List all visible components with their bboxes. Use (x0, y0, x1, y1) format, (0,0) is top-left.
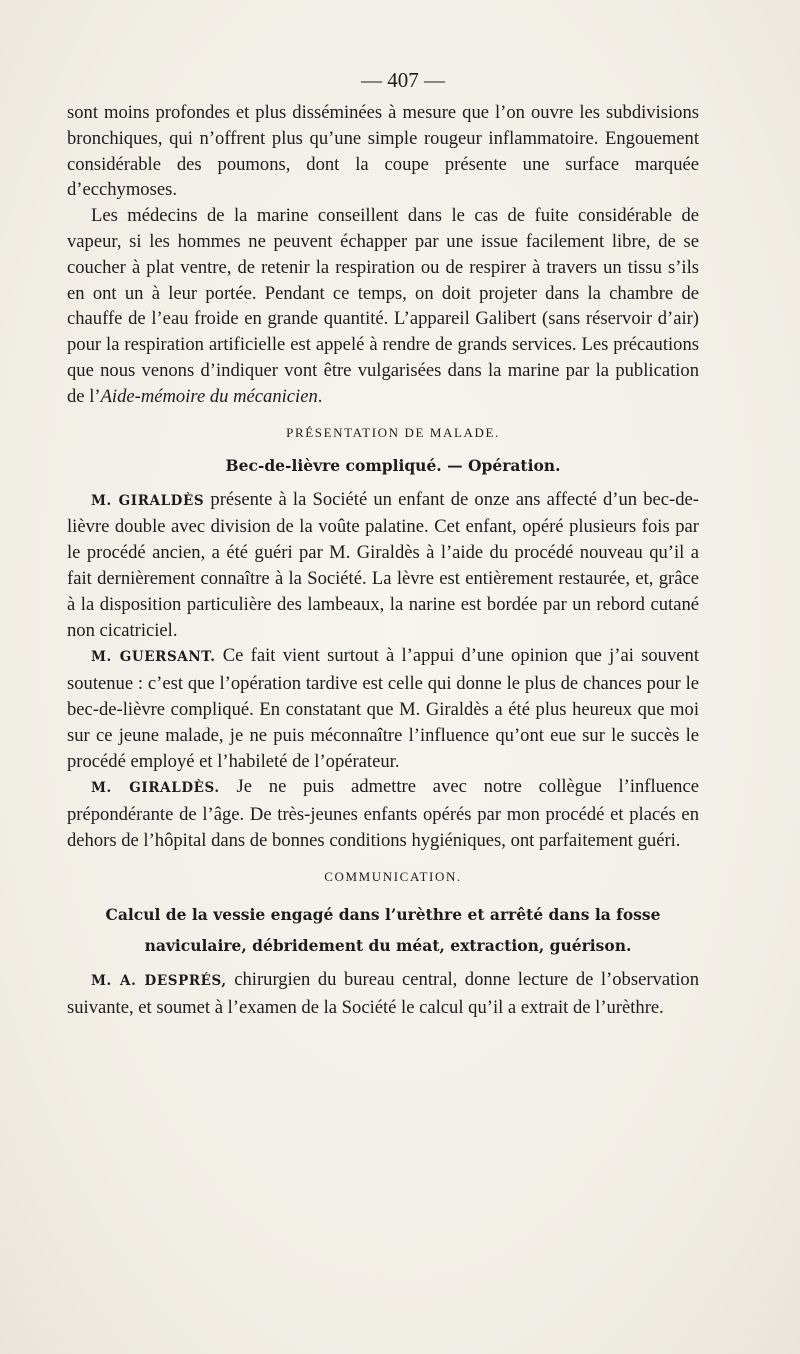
paragraph-text: Ce fait vient surtout à l’appui d’une opinion que j’ai souvent soutenue : c’est que l’opération tardive est celle qui donne le plus de chances pour le bec-de-lièvre compliqué. En constatant que M. Giraldès a été plus heureux que moi sur ce jeune malade, je ne puis méconnaître l’influence qu’ont eue sur le succès le procédé employé et l’habileté de l’opérateur. (67, 645, 699, 772)
paragraph-marine-text: Les médecins de la marine conseillent dans le cas de fuite considérable de vapeur, si les hommes ne peuvent échapper par une issue facilement libre, de se coucher à plat ventre, de retenir la respiration ou de respirer à travers un tissu s’ils en ont un à leur portée. Pendant ce temps, on doit projeter dans la chambre de chauffe de l’eau froide en grande quantité. L’appareil Galibert (sans réservoir d’air) pour la respiration artificielle est appelé à rendre de grands services. Les précautions que nous venons d’indiquer vont être vulgarisées dans la marine par la publication de l’ (67, 205, 699, 407)
speaker-name: M. A. DESPRÉS, (91, 972, 227, 989)
section-heading-communication: COMMUNICATION. (324, 868, 462, 884)
section-heading-presentation: PRÉSENTATION DE MALADE. (286, 424, 500, 440)
page-content (67, 66, 699, 1020)
section-subheading-bec-de-lievre: Bec-de-lièvre compliqué. — Opération. (225, 455, 561, 475)
speaker-name: M. GUERSANT. (91, 649, 216, 666)
paragraph-despres (67, 967, 699, 1021)
section-subheading-calcul (67, 899, 699, 961)
paragraph-marine-advice (67, 203, 699, 409)
paragraph-text: Je ne puis admettre avec notre collègue l’influence prépondérante de l’âge. De très-jeunes enfants opérés par mon procédé et placés en dehors de l’hôpital dans de bonnes conditions hygiéniques, ont parfaitement guéri. (67, 776, 699, 851)
speaker-name: M. GIRALDÈS. (91, 780, 220, 797)
paragraph-text: présente à la Société un enfant de onze ans affecté d’un bec-de-lièvre double avec division de la voûte palatine. Cet enfant, opéré plusieurs fois par le procédé ancien, a été guéri par M. Giraldès à l’aide du procédé nouveau qu’il a fait dernièrement connaître à la Société. La lèvre est entièrement restaurée, et, grâce à la disposition particulière des lambeaux, la narine est bordée par un rebord cutané non cicatriciel. (67, 488, 699, 641)
page-number: — 407 — (361, 68, 445, 92)
paragraph-guersant (67, 643, 699, 774)
speaker-name: M. GIRALDÈS (91, 492, 205, 509)
paragraph-text: chirurgien du bureau central, donne lecture de l’observation suivante, et soumet à l’examen de la Société le calcul qu’il a extrait de l’urèthre. (67, 968, 699, 1018)
paragraph-continued: sont moins profondes et plus disséminées à mesure que l’on ouvre les subdivisions bronchiques, qui n’offrent plus qu’une simple rougeur inflammatoire. Engouement considérable des poumons, dont la coupe présente une surface marquée d’ecchymoses. (67, 102, 699, 201)
subheading-line-2: naviculaire, débridement du méat, extraction, guérison. (144, 935, 632, 955)
subheading-line-1: Calcul de la vessie engagé dans l’urèthre et arrêté dans la fosse (105, 904, 661, 924)
paragraph-giraldes-reply (67, 774, 699, 853)
aide-memoire-title: Aide-mémoire du mécanicien (100, 385, 318, 407)
paragraph-marine-end: . (317, 385, 323, 407)
paragraph-giraldes-presentation (67, 487, 699, 644)
